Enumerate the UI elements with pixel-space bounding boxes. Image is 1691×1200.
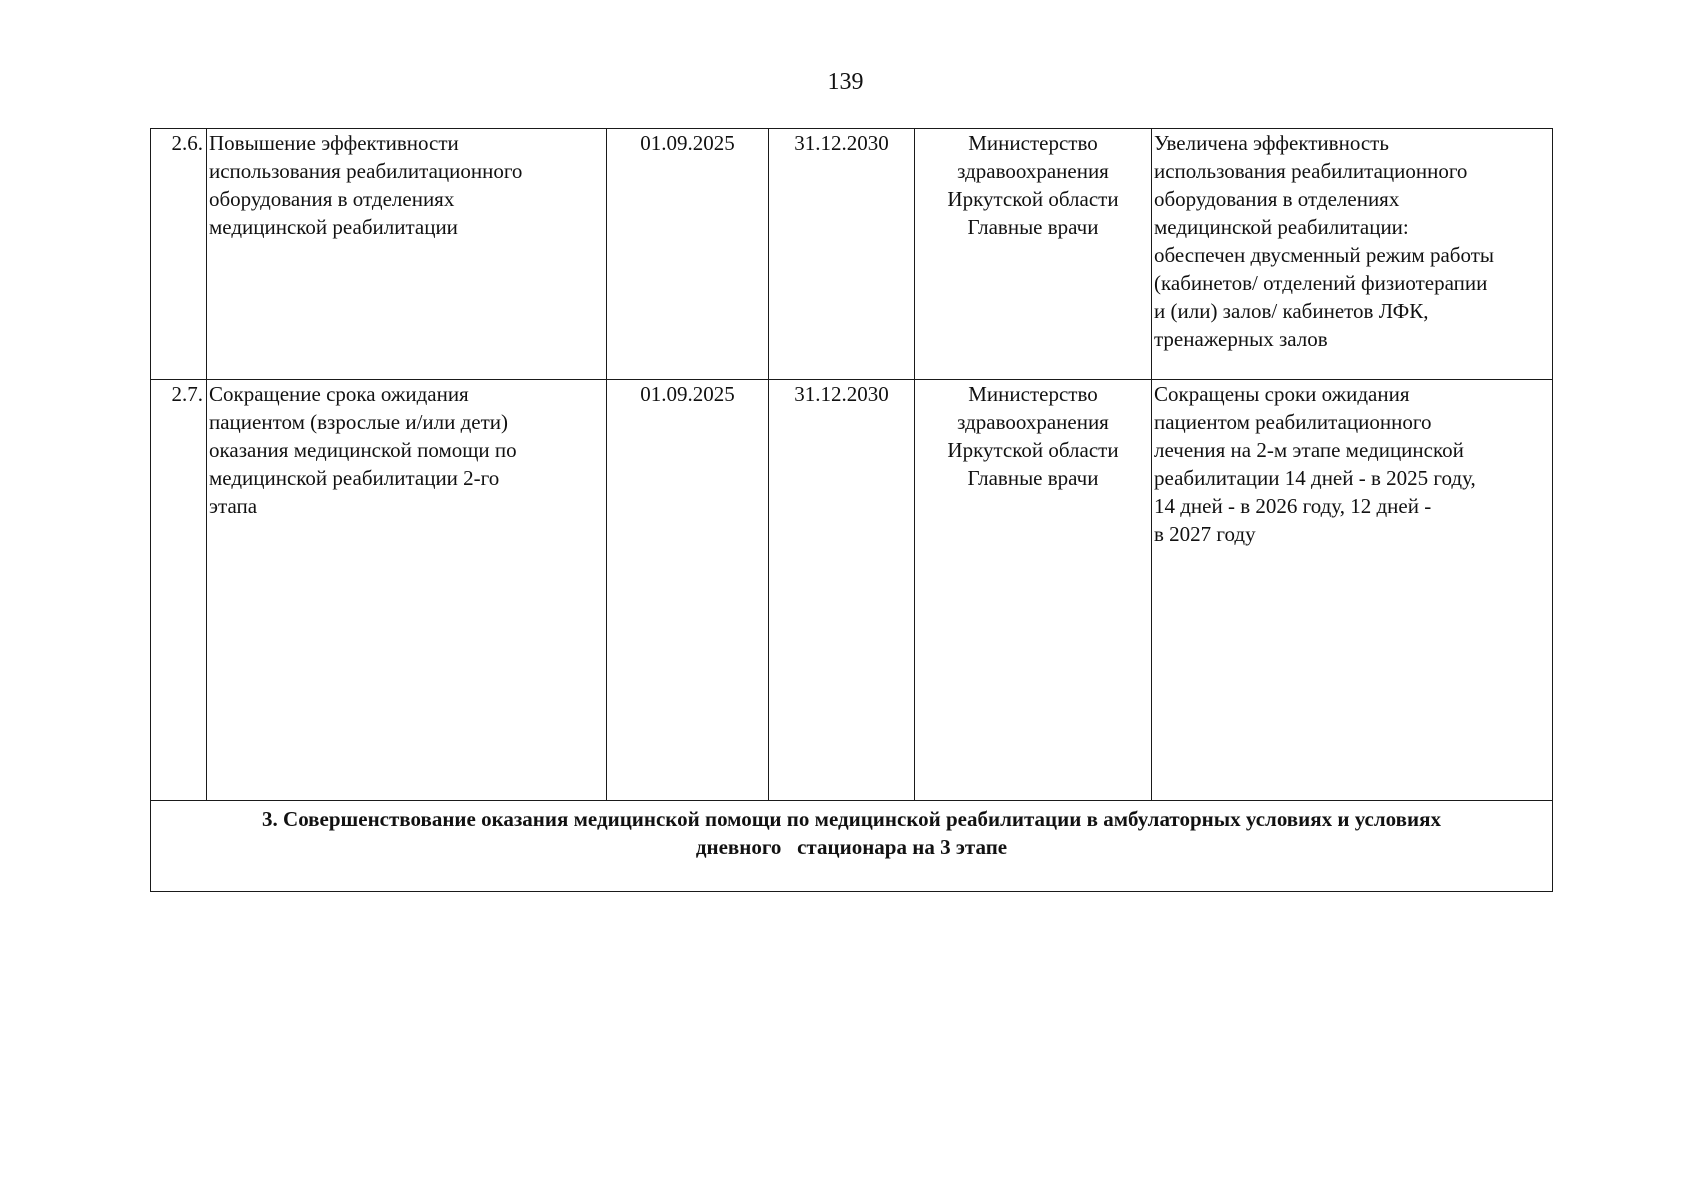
text-line: здравоохранения [957, 159, 1109, 183]
table-row [151, 380, 1553, 801]
page-number: 139 [827, 69, 864, 95]
start-date: 01.09.2025 [607, 129, 769, 380]
text-line: оборудования в отделениях [1154, 187, 1400, 211]
text-line: медицинской реабилитации: [1154, 215, 1409, 239]
row-number: 2.6. [151, 129, 207, 380]
text-line: пациентом реабилитационного [1154, 410, 1432, 434]
text-line: Министерство [968, 131, 1098, 155]
text-line: медицинской реабилитации 2-го [209, 466, 500, 490]
text-line: тренажерных залов [1154, 327, 1328, 351]
text-line: Сокращены сроки ожидания [1154, 382, 1410, 406]
measure-name [207, 129, 607, 380]
text-line: Главные врачи [967, 215, 1099, 239]
text-line: Сокращение срока ожидания [209, 382, 469, 406]
text-line: использования реабилитационного [1154, 159, 1468, 183]
text-line: использования реабилитационного [209, 159, 523, 183]
start-date: 01.09.2025 [607, 380, 769, 801]
section-heading [151, 801, 1553, 892]
measures-table [150, 128, 1553, 892]
text-line: здравоохранения [957, 410, 1109, 434]
text-line: 3. Совершенствование оказания медицинской помощи по медицинской реабилитации в амбулаторных условиях и условиях [262, 807, 1441, 831]
text-line: Иркутской области [947, 438, 1119, 462]
text-line: в 2027 году [1154, 522, 1256, 546]
expected-result [1152, 129, 1553, 380]
text-line: пациентом (взрослые и/или дети) [209, 410, 509, 434]
text-line: Министерство [968, 382, 1098, 406]
table-row [151, 129, 1553, 380]
row-number: 2.7. [151, 380, 207, 801]
responsible [915, 380, 1152, 801]
text-line: обеспечен двусменный режим работы [1154, 243, 1494, 267]
text-line: оборудования в отделениях [209, 187, 455, 211]
text-line: и (или) залов/ кабинетов ЛФК, [1154, 299, 1429, 323]
text-line: (кабинетов/ отделений физиотерапии [1154, 271, 1488, 295]
text-line: медицинской реабилитации [209, 215, 458, 239]
expected-result [1152, 380, 1553, 801]
text-line: Повышение эффективности [209, 131, 459, 155]
text-line: реабилитации 14 дней - в 2025 году, [1154, 466, 1476, 490]
responsible [915, 129, 1152, 380]
text-line: 14 дней - в 2026 году, 12 дней - [1154, 494, 1432, 518]
end-date: 31.12.2030 [769, 129, 915, 380]
text-line: Увеличена эффективность [1154, 131, 1389, 155]
text-line: этапа [209, 494, 258, 518]
text-line: оказания медицинской помощи по [209, 438, 517, 462]
section-row [151, 801, 1553, 892]
end-date: 31.12.2030 [769, 380, 915, 801]
text-line: дневного стационара на 3 этапе [695, 835, 1008, 859]
text-line: Иркутской области [947, 187, 1119, 211]
measure-name [207, 380, 607, 801]
text-line: Главные врачи [967, 466, 1099, 490]
text-line: лечения на 2-м этапе медицинской [1154, 438, 1464, 462]
